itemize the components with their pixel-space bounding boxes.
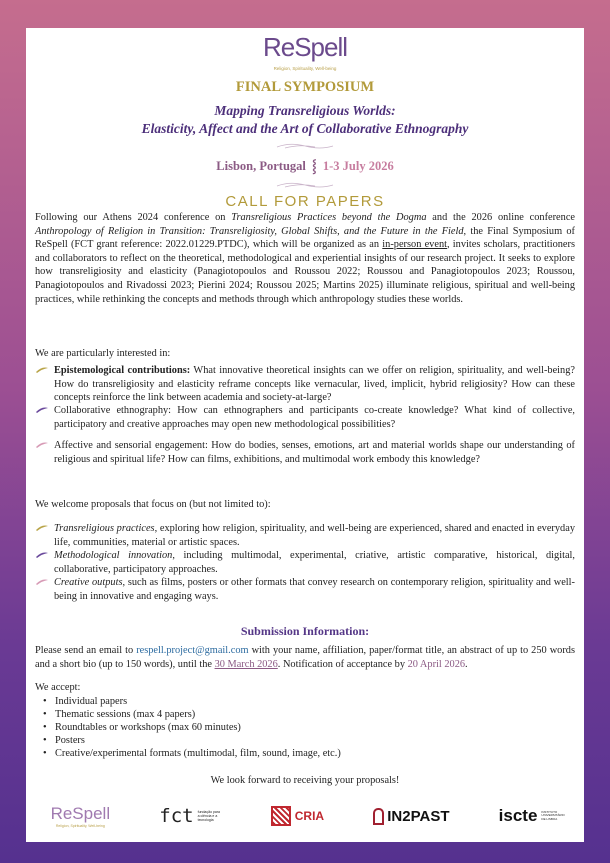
- interest-item: Collaborative ethnography: How can ethnographers and participants co-create knowledge? What kind of collective, participatory and creative approaches may open new methodological possibilities?: [35, 404, 575, 431]
- fct-logo: fct fundação para a ciência e a tecnologia: [159, 805, 220, 827]
- intro-paragraph: Following our Athens 2024 conference on Transreligious Practices beyond the Dogma and the 2026 online conference Anthropology of Religion in Transition: Transreligiosity, Global Shifts, and the Future in the Field, the Final Symposium of ReSpell (FCT grant reference: 2022.01229.PTDC), which will be organized as an in-person event, invites scholars, practitioners and collaborators to reflect on the theoretical, methodological and experiential insights of our research project. It seeks to explore how transreligiosity and elasticity (Panagiotopoulos and Roussou 2022; Roussou and Panagiotopoulos 2023; Roussou, Panagiotopoulos and Rivadossi 2023; Pierini 2024; Roussou 2025; Martins 2025) illuminate religious, spiritual and well-being practices, while rethinking the concepts and methods through which anthropology studies these worlds.: [35, 212, 575, 305]
- interests-heading: We are particularly interested in:: [35, 348, 171, 359]
- leaf-bullet-icon: [35, 578, 49, 586]
- ornament-icon: [275, 142, 335, 150]
- interest-item: Epistemological contributions: What innovative theoretical insights can we offer on religion, spirituality, and well-being? How do transreligiosity and elasticity reframe concepts like vernacular, lived, implicit, hybrid religiosity? How can these concepts reinforce the link between academia and society-at-large?: [35, 364, 575, 405]
- leaf-bullet-icon: [35, 406, 49, 414]
- leaf-bullet-icon: [35, 441, 49, 449]
- logo-tagline: Religion, Spirituality, Well-being: [273, 66, 337, 71]
- poster-panel: [26, 28, 584, 842]
- arch-icon: [373, 808, 384, 825]
- title-line: Elasticity, Affect and the Art of Collaborative Ethnography: [141, 120, 469, 136]
- dates: 1-3 July 2026: [322, 159, 394, 173]
- proposal-item: Transreligious practices, exploring how religion, spirituality, and well-being are experienced, shared and enacted in everyday life, communities, material or artistic spaces.: [35, 522, 575, 549]
- email-link[interactable]: respell.project@gmail.com: [136, 645, 249, 656]
- leaf-bullet-icon: [35, 551, 49, 559]
- submission-heading: Submission Information:: [240, 624, 370, 638]
- in-person-event: in-person event: [382, 239, 447, 251]
- leaf-bullet-icon: [35, 366, 49, 374]
- location-dates: Lisbon, Portugal ⸾ 1-3 July 2026: [216, 159, 394, 173]
- accept-item: • Creative/experimental formats (multimodal, film, sound, image, etc.): [35, 747, 575, 760]
- accept-item: • Individual papers: [35, 695, 575, 708]
- notification-date: 20 April 2026: [407, 658, 466, 670]
- deadline: 30 March 2026: [214, 658, 278, 670]
- in2past-logo: IN2PAST: [373, 808, 449, 825]
- title: [26, 102, 584, 137]
- event-label: FINAL SYMPOSIUM: [235, 79, 375, 95]
- leaf-bullet-icon: [35, 524, 49, 532]
- call-for-papers-heading: CALL FOR PAPERS: [225, 193, 385, 210]
- accept-list: [35, 695, 575, 760]
- title-line: Mapping Transreligious Worlds:: [214, 103, 396, 118]
- submission-paragraph: Please send an email to respell.project@gmail.com with your name, affiliation, paper/format title, an abstract of up to 250 words and a short bio (up to 150 words), until the 30 March 2026. Notification of acceptance by 20 April 2026.: [35, 645, 575, 670]
- accept-item: • Thematic sessions (max 4 papers): [35, 708, 575, 721]
- respell-partner-logo: ReSpell Religion, Spirituality, Well-being: [50, 804, 111, 828]
- accept-item: • Posters: [35, 734, 575, 747]
- proposal-item: Creative outputs, such as films, posters or other formats that convey research on contemporary religion, spirituality and well-being in innovative and engaging ways.: [35, 576, 575, 603]
- ornament-icon: [275, 181, 335, 189]
- location: Lisbon, Portugal: [216, 159, 306, 173]
- iscte-logo: iscte INSTITUTO UNIVERSITÁRIO DE LISBOA: [498, 806, 565, 825]
- cria-pattern-icon: [271, 806, 291, 826]
- accept-item: • Roundtables or workshops (max 60 minutes): [35, 721, 575, 734]
- proposals-heading: We welcome proposals that focus on (but not limited to):: [35, 499, 271, 510]
- partner-logos: [26, 798, 584, 834]
- closing: We look forward to receiving your proposals!: [210, 775, 400, 786]
- cria-logo: CRIA: [271, 806, 324, 826]
- respell-logo: ReSpell: [262, 32, 348, 62]
- proposal-item: Methodological innovation, including multimodal, experimental, criative, artistic comparative, historical, digital, collaborative, participatory approaches.: [35, 549, 575, 576]
- accept-heading: We accept:: [35, 682, 81, 693]
- interest-item: Affective and sensorial engagement: How do bodies, senses, emotions, art and material worlds shape our understanding of religious and spiritual life? How can films, exhibitions, and multimodal work embody this knowledge?: [35, 439, 575, 466]
